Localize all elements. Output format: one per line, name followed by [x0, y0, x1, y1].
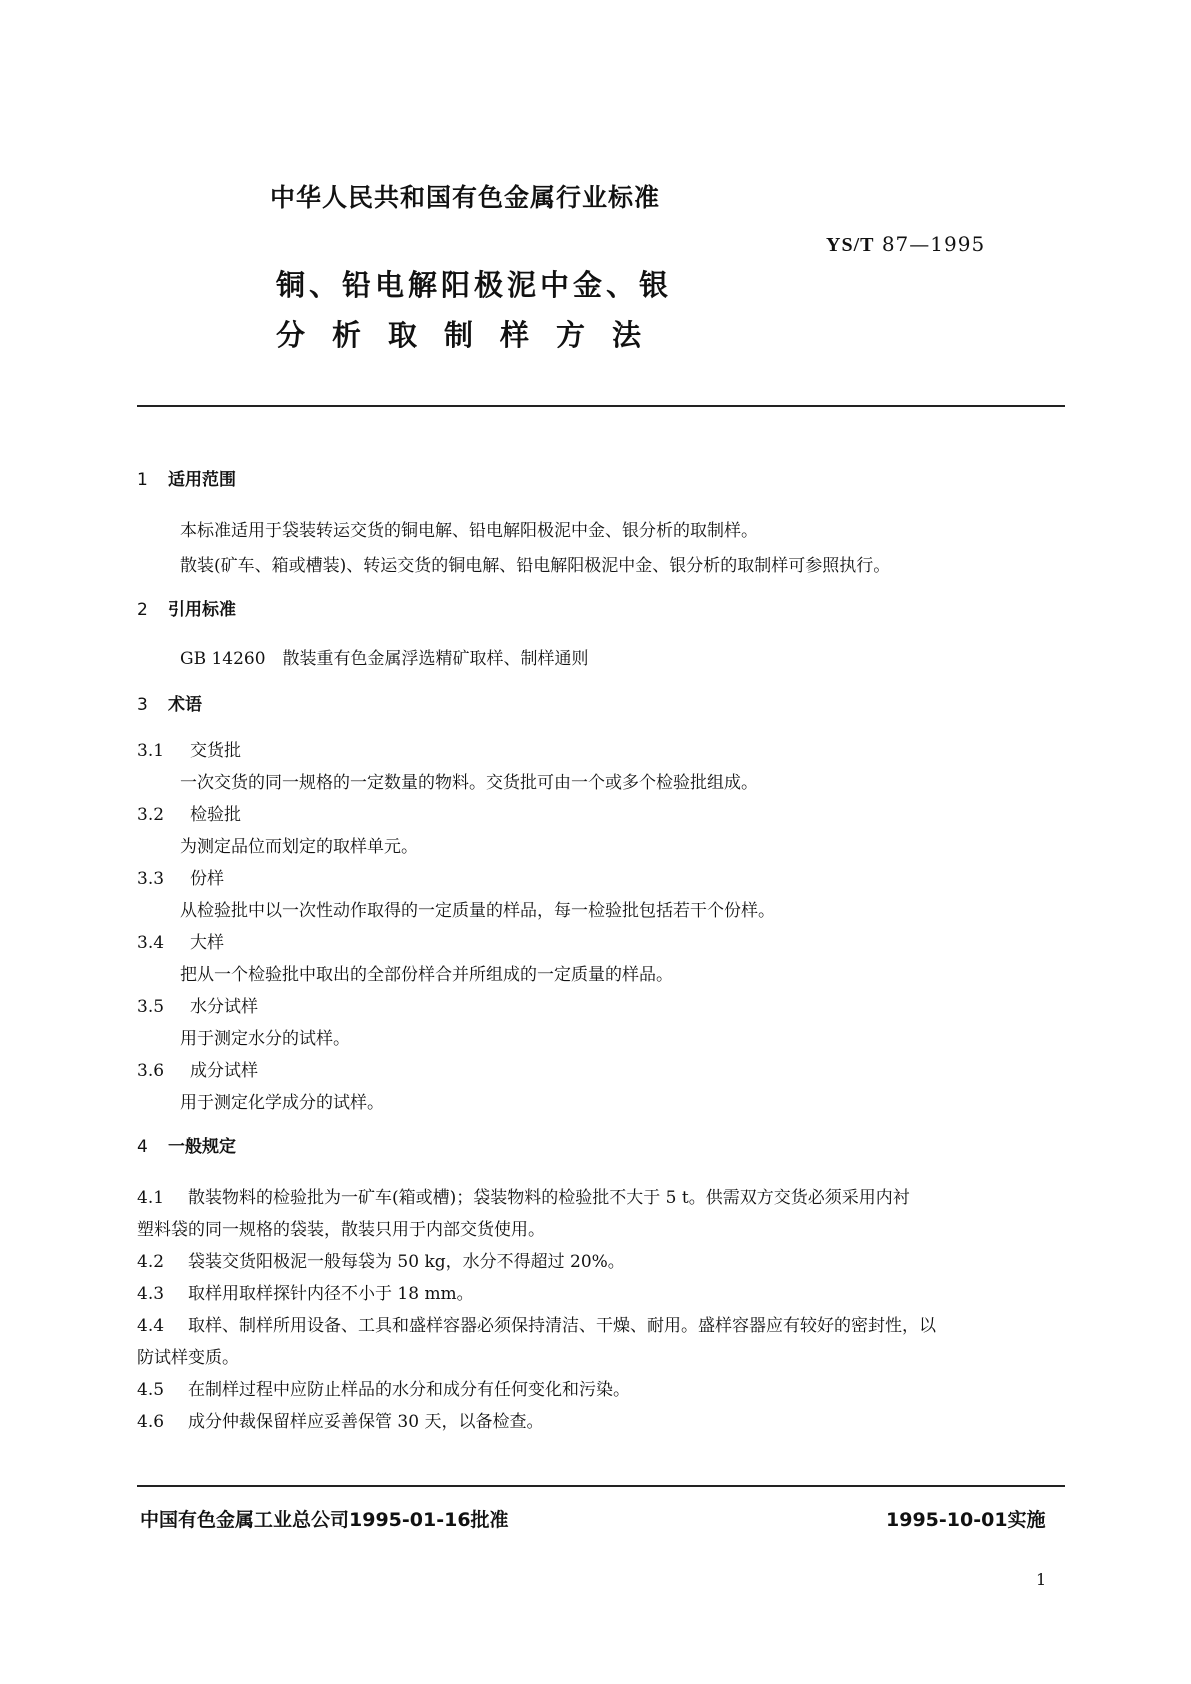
clause-continuation: 塑料袋的同一规格的袋装，散装只用于内部交货使用。 [137, 1220, 545, 1240]
clause-4-2 [137, 1247, 625, 1272]
page-number: 1 [1036, 1570, 1047, 1589]
term-heading [137, 800, 241, 825]
section-title: 术语 [168, 695, 202, 715]
term-name: 大样 [190, 933, 224, 953]
section-1-heading [137, 465, 236, 490]
clause-number: 4.2 [137, 1252, 165, 1272]
approval-note: 中国有色金属工业总公司1995-01-16批准 [140, 1509, 509, 1531]
section-number: 3 [137, 695, 148, 715]
paragraph: 散装(矿车、箱或槽装)、转运交货的铜电解、铅电解阳极泥中金、银分析的取制样可参照执行。 [180, 556, 891, 576]
term-definition: 为测定品位而划定的取样单元。 [180, 837, 418, 857]
term-definition: 用于测定水分的试样。 [180, 1029, 350, 1049]
clause-4-4 [137, 1311, 936, 1336]
clause-text: 取样、制样所用设备、工具和盛样容器必须保持清洁、干燥、耐用。盛样容器应有较好的密封性，以 [188, 1316, 936, 1336]
section-title: 适用范围 [168, 470, 236, 490]
term-name: 交货批 [190, 741, 241, 761]
section-2-heading [137, 595, 236, 620]
section-number: 1 [137, 470, 148, 490]
term-name: 份样 [190, 869, 224, 889]
footer-divider [137, 1485, 1065, 1487]
term-heading [137, 736, 241, 761]
clause-continuation: 防试样变质。 [137, 1348, 239, 1368]
clause-number: 3.1 [137, 741, 165, 761]
section-title: 一般规定 [168, 1137, 236, 1157]
clause-text: 散装物料的检验批为一矿车(箱或槽)；袋装物料的检验批不大于 5 t。供需双方交货必须采用内衬 [188, 1188, 910, 1208]
clause-number: 3.2 [137, 805, 165, 825]
clause-number: 4.6 [137, 1412, 165, 1432]
section-3-heading [137, 690, 202, 715]
standard-prefix: YS/T [826, 234, 875, 256]
document-title-line2: 分析取制样方法 [276, 318, 669, 352]
effective-date: 1995-10-01实施 [886, 1509, 1046, 1531]
term-heading [137, 992, 258, 1017]
clause-number: 3.6 [137, 1061, 165, 1081]
term-definition: 把从一个检验批中取出的全部份样合并所组成的一定质量的样品。 [180, 965, 673, 985]
clause-4-6 [137, 1407, 543, 1432]
term-definition: 一次交货的同一规格的一定数量的物料。交货批可由一个或多个检验批组成。 [180, 773, 758, 793]
clause-number: 4.1 [137, 1188, 165, 1208]
clause-4-5 [137, 1375, 630, 1400]
term-name: 检验批 [190, 805, 241, 825]
term-heading [137, 864, 224, 889]
section-title: 引用标准 [168, 600, 236, 620]
clause-text: 袋装交货阳极泥一般每袋为 50 kg，水分不得超过 20%。 [188, 1252, 625, 1272]
clause-text: 取样用取样探针内径不小于 18 mm。 [188, 1284, 474, 1304]
section-number: 4 [137, 1137, 148, 1157]
header-divider [137, 405, 1065, 407]
clause-number: 3.4 [137, 933, 165, 953]
section-4-heading [137, 1132, 236, 1157]
clause-number: 4.3 [137, 1284, 165, 1304]
clause-number: 3.3 [137, 869, 165, 889]
clause-text: 在制样过程中应防止样品的水分和成分有任何变化和污染。 [188, 1380, 630, 1400]
paragraph: 本标准适用于袋装转运交货的铜电解、铅电解阳极泥中金、银分析的取制样。 [180, 521, 758, 541]
clause-4-1 [137, 1183, 910, 1208]
term-definition: 用于测定化学成分的试样。 [180, 1093, 384, 1113]
org-title: 中华人民共和国有色金属行业标准 [270, 183, 661, 212]
clause-text: 成分仲裁保留样应妥善保管 30 天，以备检查。 [188, 1412, 544, 1432]
term-heading [137, 1056, 258, 1081]
reference-standard: GB 14260 散装重有色金属浮选精矿取样、制样通则 [180, 649, 589, 669]
term-name: 成分试样 [190, 1061, 258, 1081]
document-title-line1: 铜、铅电解阳极泥中金、银 [276, 268, 673, 302]
clause-number: 4.5 [137, 1380, 165, 1400]
term-definition: 从检验批中以一次性动作取得的一定质量的样品，每一检验批包括若干个份样。 [180, 901, 775, 921]
term-heading [137, 928, 224, 953]
clause-number: 4.4 [137, 1316, 165, 1336]
standard-number: 87—1995 [881, 232, 986, 256]
section-number: 2 [137, 600, 148, 620]
standard-code [826, 232, 985, 257]
term-name: 水分试样 [190, 997, 258, 1017]
clause-number: 3.5 [137, 997, 165, 1017]
clause-4-3 [137, 1279, 474, 1304]
